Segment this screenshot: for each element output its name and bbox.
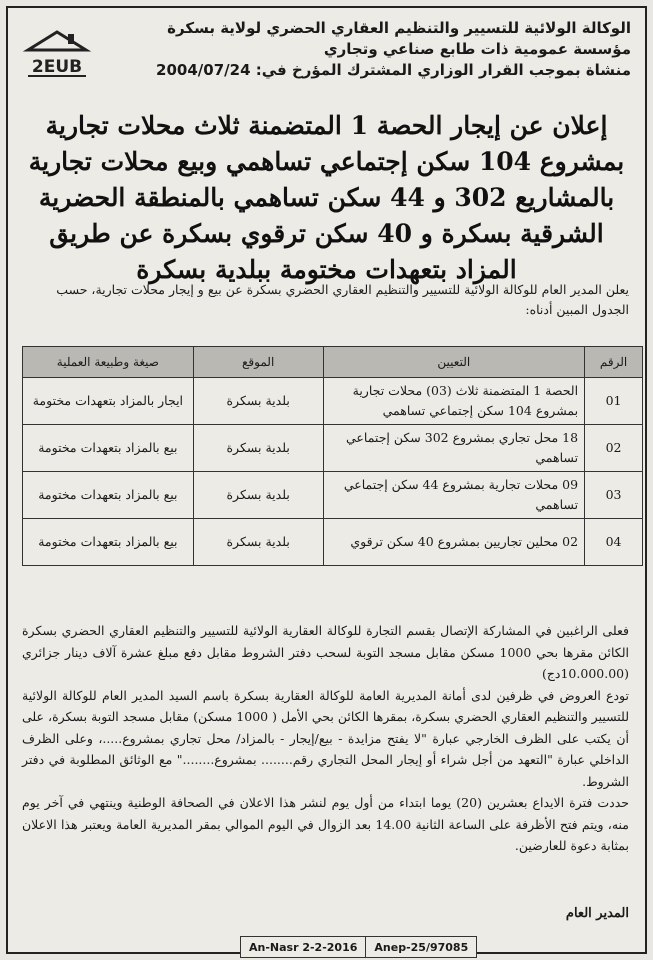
row-operation-type: بيع بالمزاد بتعهدات مختومة xyxy=(23,519,194,566)
intro-paragraph: يعلن المدير العام للوكالة الولائية للتسيير والتنظيم العقاري الحضري بسكرة عن بيع و إيجار محلات تجارية، حسب الجدول المبين أدناه: xyxy=(56,282,629,317)
newspaper-ref: An-Nasr 2-2-2016 xyxy=(249,940,358,954)
table-row xyxy=(23,519,643,566)
table-row xyxy=(23,425,643,472)
row-operation-type: بيع بالمزاد بتعهدات مختومة xyxy=(23,472,194,519)
announcement-page xyxy=(6,6,647,954)
table-row xyxy=(23,472,643,519)
logo-text: 2EUB xyxy=(31,57,83,77)
anep-ref: Anep-25/97085 xyxy=(374,940,469,954)
row-designation: الحصة 1 المتضمنة ثلاث (03) محلات تجارية بمشروع 104 سكن إجتماعي تساهمي xyxy=(323,378,585,425)
agency-decree: منشاة بموجب القرار الوزاري المشترك المؤرخ في: 2004/07/24 xyxy=(156,61,631,79)
deadline-paragraph: حددت فترة الايداع بعشرين (20) يوما ابتداء من أول يوم لنشر هذا الاعلان في الصحافة الوطنية وينتهي في آخر يوم منه، ويتم فتح الأظرفة على الساعة الثانية 14.00 بعد الزوال في اليوم الموالي بمقر المديرية العامة ويعتبر هذا الاعلان بمثابة دعوة للعارضين. xyxy=(22,795,629,853)
submission-paragraph: تودع العروض في ظرفين لدى أمانة المديرية العامة للوكالة العقارية بسكرة باسم السيد المدير العام للوكالة الولائية للتسيير والتنظيم العقاري الحضري بسكرة، بمقرها الكائن بحي الأمل ( 1000 مسكن) مقابل مسجد التوبة بسكرة، على أن يكتب على الظرف الخارجي عبارة "لا يفتح مزايدة - بيع/إيجار - بالمزاد/ محل تجاري بمشروع.....، وعلى الظرف الداخلي عبارة "التعهد من أجل شراء أو إيجار المحل التجاري رقم........ بمشروع........" مع الوثائق المطلوبة في دفتر الشروط. xyxy=(22,687,629,789)
row-location: بلدية بسكرة xyxy=(193,472,323,519)
row-location: بلدية بسكرة xyxy=(193,378,323,425)
col-location: الموقع xyxy=(193,347,323,378)
lots-table xyxy=(22,346,643,566)
agency-type: مؤسسة عمومية ذات طابع صناعي وتجاري xyxy=(323,40,631,58)
row-designation: 09 محلات تجارية بمشروع 44 سكن إجتماعي تساهمي xyxy=(323,472,585,519)
col-operation-type: صيغة وطبيعة العملية xyxy=(23,347,194,378)
row-location: بلدية بسكرة xyxy=(193,519,323,566)
row-number: 04 xyxy=(585,519,643,566)
table-header-row xyxy=(23,347,643,378)
row-designation: 18 محل تجاري بمشروع 302 سكن إجتماعي تساهمي xyxy=(323,425,585,472)
row-number: 01 xyxy=(585,378,643,425)
col-number: الرقم xyxy=(585,347,643,378)
table-row xyxy=(23,378,643,425)
agency-logo xyxy=(22,28,92,80)
col-designation: التعيين xyxy=(323,347,585,378)
row-operation-type: بيع بالمزاد بتعهدات مختومة xyxy=(23,425,194,472)
conditions-text xyxy=(22,620,629,857)
announcement-title: إعلان عن إيجار الحصة 1 المتضمنة ثلاث محلات تجارية بمشروع 104 سكن إجتماعي تساهمي وبيع محلات تجارية بالمشاريع 302 و 44 سكن تساهمي بالمنطقة الحضرية الشرقية بسكرة و 40 سكن ترقوي بسكرة عن طريق المزاد بتعهدات مختومة ببلدية بسكرة xyxy=(28,111,625,284)
header xyxy=(8,8,645,100)
row-location: بلدية بسكرة xyxy=(193,425,323,472)
row-number: 03 xyxy=(585,472,643,519)
row-operation-type: ايجار بالمزاد بتعهدات مختومة xyxy=(23,378,194,425)
agency-name: الوكالة الولائية للتسيير والتنظيم العقاري الحضري لولاية بسكرة xyxy=(167,19,631,37)
header-lines xyxy=(91,18,631,81)
row-number: 02 xyxy=(585,425,643,472)
publication-footer xyxy=(240,936,477,958)
participation-paragraph: فعلى الراغبين في المشاركة الإتصال بقسم التجارة للوكالة العقارية الولائية للتسيير والتنظيم العقاري الحضري بسكرة الكائن مقرها بحي 1000 مسكن مقابل مسجد التوبة لسحب دفتر الشروط مقابل دفع مبلغ عشرة آلاف دينار جزائري (10.000.00دج) xyxy=(22,623,629,681)
signature: المدير العام xyxy=(565,906,629,921)
row-designation: 02 محلين تجاريين بمشروع 40 سكن ترقوي xyxy=(323,519,585,566)
